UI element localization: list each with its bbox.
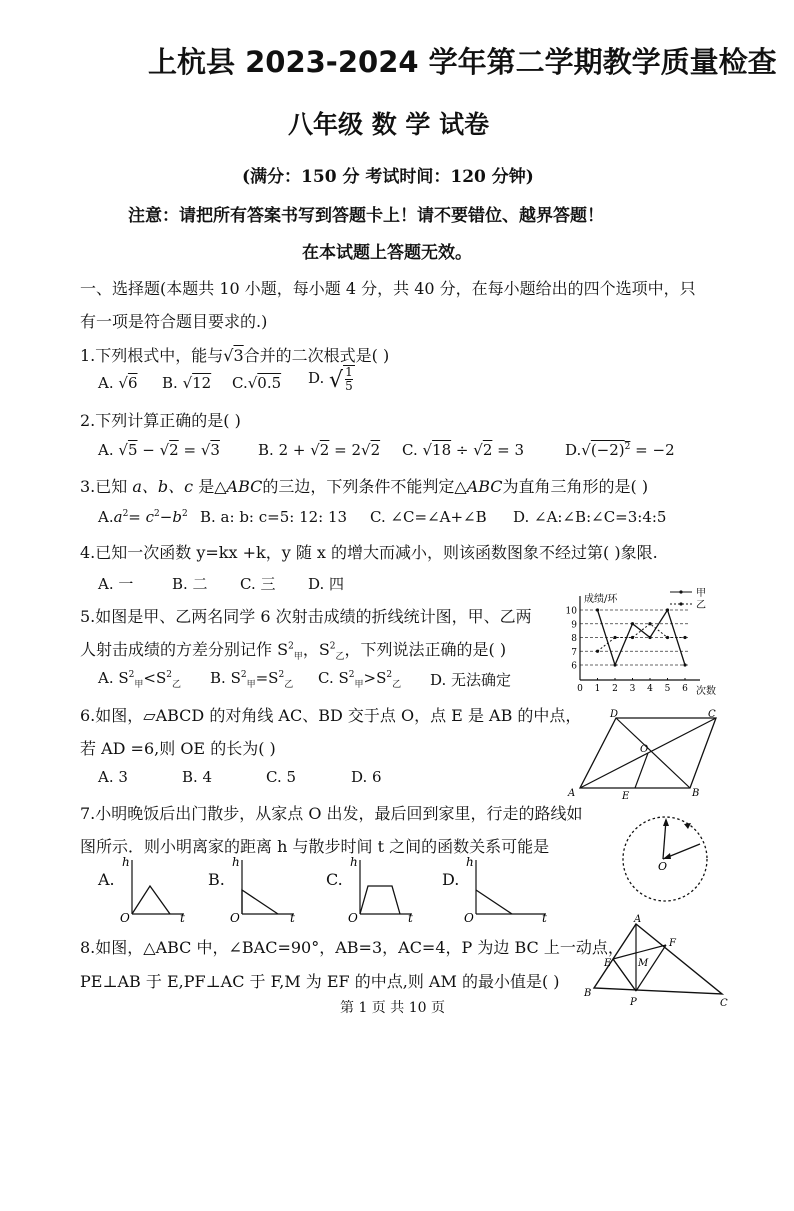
graph-b-origin-label: O (230, 911, 240, 922)
question-6-option-b: B. 4 (182, 768, 213, 786)
question-1-option-c: C.√0.5 (232, 374, 282, 392)
question-6-option-c: C. 5 (266, 768, 297, 786)
question-3-stem: 3.已知 a、b、c 是△ABC的三边，下列条件不能判定△ABC为直角三角形的是( ) (80, 477, 649, 496)
arrow-out-icon (663, 818, 669, 826)
label-d: D (610, 709, 619, 720)
question-6-option-d: D. 6 (351, 768, 382, 786)
series-yi-point (631, 636, 634, 639)
notice-line-2: 在本试题上答题无效。 (302, 243, 472, 263)
series-jia-point (613, 663, 616, 666)
question-3-option-b: B. a: b: c=5: 12: 13 (200, 508, 348, 526)
question-5-line-1: 5.如图是甲、乙两名同学 6 次射击成绩的折线统计图，甲、乙两 (80, 607, 532, 626)
series-yi-point (666, 636, 669, 639)
parallelogram-figure (566, 708, 726, 800)
chart-x-tick-label: 5 (664, 684, 671, 694)
label-o: O (640, 744, 649, 755)
legend-yi-label: 乙 (696, 600, 706, 611)
chart-x-tick-label: 1 (594, 684, 601, 694)
arrow-return-icon (663, 853, 671, 859)
question-8-line-1: 8.如图，△ABC 中，∠BAC=90°，AB=3，AC=4，P 为边 BC 上一动点， (80, 938, 624, 957)
question-7-option-a-label: A. (98, 870, 115, 889)
graph-c-t-label: t (408, 911, 413, 922)
label-p: P (630, 997, 637, 1008)
chart-x-tick-label: 0 (577, 684, 583, 694)
question-1-option-d: D. √ $\frac{1}{5}$ (308, 365, 353, 393)
exam-subtitle: 八年级 数 学 试卷 (288, 110, 490, 139)
question-6-option-a: A. 3 (98, 768, 128, 786)
arrow-arc-icon (684, 823, 691, 829)
graph-a-origin-label: O (120, 911, 130, 922)
label-m: M (638, 958, 649, 969)
graph-a-curve (132, 886, 170, 914)
question-4-option-a: A. 一 (98, 575, 134, 593)
page-number: 第 1 页 共 10 页 (340, 1000, 445, 1016)
question-3-option-a: $A.a^2= c^2-b^2$ (98, 508, 188, 526)
graph-d-t-label: t (542, 911, 547, 922)
chart-y-tick-label: 7 (571, 647, 577, 658)
chart-x-tick-label: 3 (629, 684, 636, 694)
circle-center-label: O (658, 860, 668, 873)
chart-y-axis-label: 成绩/环 (584, 594, 618, 605)
question-2-option-c: C. √18 ÷ √2 = 3 (402, 441, 525, 459)
section-heading-line-2: 有一项是符合题目要求的.) (80, 312, 268, 331)
question-6-line-2: 若 AD =6,则 OE 的长为( ) (80, 739, 276, 758)
graph-d-origin-label: O (464, 911, 474, 922)
question-1-option-b: B. √12 (162, 374, 212, 392)
graph-a-h-label: h (122, 856, 130, 869)
question-7-line-2: 图所示．则小明离家的距离 h 与散步时间 t 之间的函数关系可能是 (80, 837, 550, 856)
question-7-graph-b (226, 856, 298, 922)
question-5-line-2: 人射击成绩的方差分别记作 $S^2_甲$，$S^2_乙$，下列说法正确的是( ) (80, 640, 507, 663)
label-a: A (568, 788, 576, 799)
series-jia-point (631, 622, 634, 625)
graph-c-h-label: h (350, 856, 358, 869)
chart-x-tick-label: 2 (612, 684, 618, 694)
shooting-score-chart (560, 588, 720, 700)
question-5-option-c: C. $S^2_甲>S^2_乙$ (318, 669, 402, 690)
legend-yi-marker (679, 602, 682, 605)
notice-line-1: 注意：请把所有答案书写到答题卡上！请不要错位、越界答题！ (128, 206, 604, 226)
question-7-option-c-label: C. (326, 870, 343, 889)
question-2-option-b: B. 2 + √2 = 2√2 (258, 441, 381, 459)
score-info: (满分：150 分 考试时间：120 分钟) (242, 167, 534, 187)
label-c: C (708, 709, 716, 720)
segment-ep (613, 959, 636, 991)
diagonal-bd (616, 718, 690, 788)
chart-y-tick-label: 8 (571, 634, 577, 644)
series-jia-point (683, 663, 686, 666)
graph-c-curve (360, 886, 400, 914)
label-b: B (584, 988, 592, 999)
question-5-option-a: A. $S^2_甲<S^2_乙$ (98, 669, 182, 690)
label-f: F (669, 938, 676, 949)
graph-d-h-label: h (466, 856, 474, 869)
exam-title: 上杭县 2023-2024 学年第二学期教学质量检查 (148, 45, 777, 79)
series-jia-point (596, 608, 599, 611)
graph-b-t-label: t (290, 911, 295, 922)
question-1-option-a: A. √6 (98, 374, 138, 392)
question-7-line-1: 7.小明晚饭后出门散步，从家点 O 出发，最后回到家里，行走的路线如 (80, 804, 583, 823)
chart-y-tick-label: 10 (565, 606, 577, 617)
series-yi-point (683, 636, 686, 639)
question-4-option-c: C. 三 (240, 575, 276, 593)
label-c: C (720, 998, 728, 1008)
chart-grid (580, 610, 690, 665)
radicand: 3 (233, 346, 244, 365)
question-4-option-b: B. 二 (172, 575, 208, 593)
chart-x-tick-label: 6 (682, 684, 688, 694)
question-4-stem: 4.已知一次函数 y=kx +k，y 随 x 的增大而减小，则该函数图象不经过第( )象限. (80, 543, 658, 562)
question-7-graph-a (116, 856, 188, 922)
series-yi-point (613, 636, 616, 639)
question-4-option-d: D. 四 (308, 575, 345, 593)
question-3-option-d: D. ∠A:∠B:∠C=3:4:5 (513, 508, 667, 526)
series-jia-point (648, 636, 651, 639)
label-e: E (622, 791, 630, 800)
series-jia-point (666, 608, 669, 611)
question-6-line-1: 6.如图，▱ABCD 的对角线 AC、BD 交于点 O，点 E 是 AB 的中点， (80, 706, 582, 725)
label-a: A (634, 914, 642, 925)
legend-jia-marker (679, 590, 682, 593)
section-heading-line-1: 一、选择题(本题共 10 小题，每小题 4 分，共 40 分，在每小题给出的四个选项中，只 (80, 279, 696, 298)
label-e: E (604, 958, 612, 969)
graph-d-curve (476, 890, 512, 914)
series-yi-point (596, 650, 599, 653)
question-8-line-2: PE⊥AB 于 E,PF⊥AC 于 F,M 为 EF 的中点,则 AM 的最小值是( ) (80, 972, 560, 991)
question-2-option-a: A. √5 − √2 = √3 (98, 441, 220, 459)
question-2-stem: 2.下列计算正确的是( ) (80, 411, 241, 430)
question-1-stem: 1.下列根式中，能与√3合并的二次根式是( ) (80, 346, 390, 365)
question-7-option-d-label: D. (442, 870, 460, 889)
chart-x-axis-label: 次数 (696, 686, 716, 697)
question-7-graph-d (460, 856, 550, 922)
label-b: B (692, 788, 700, 799)
chart-ticks (566, 607, 689, 695)
question-7-option-b-label: B. (208, 870, 225, 889)
series-yi-point (648, 622, 651, 625)
chart-x-tick-label: 4 (647, 684, 653, 694)
graph-b-h-label: h (232, 856, 240, 869)
walking-path-figure (614, 810, 714, 906)
question-3-option-c: C. ∠C=∠A+∠B (370, 508, 487, 526)
chart-y-tick-label: 9 (571, 620, 577, 631)
graph-b-curve (242, 890, 278, 914)
question-5-option-d: D. 无法确定 (430, 671, 512, 689)
graph-a-t-label: t (180, 911, 185, 922)
graph-c-origin-label: O (348, 911, 358, 922)
question-5-option-b: B. $S^2_甲=S^2_乙$ (210, 669, 294, 690)
question-2-option-d: $D.√(-2)^2 = -2$ (565, 441, 675, 459)
chart-y-tick-label: 6 (571, 661, 577, 672)
triangle-figure (580, 912, 740, 1008)
legend-jia-label: 甲 (696, 588, 706, 599)
question-7-graph-c (344, 856, 416, 922)
